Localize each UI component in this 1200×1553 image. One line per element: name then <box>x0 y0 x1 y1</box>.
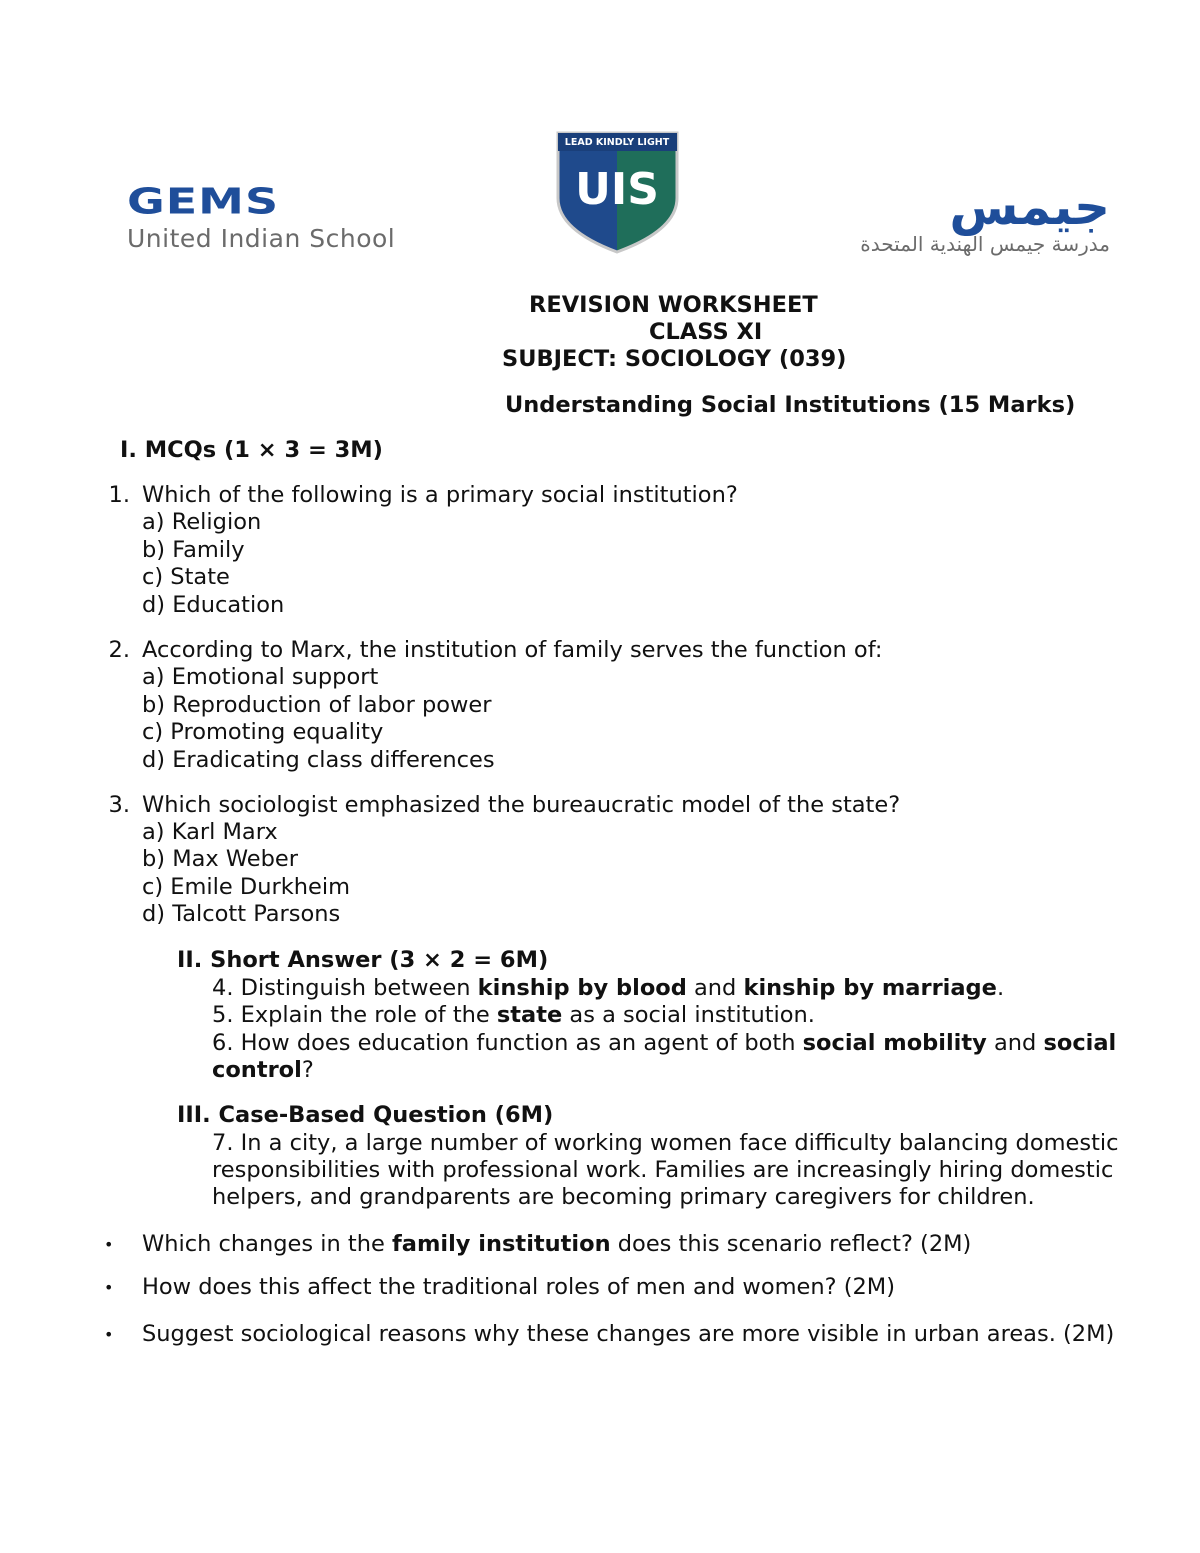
question-text: Which sociologist emphasized the bureaucratic model of the state? <box>142 792 901 818</box>
case-subquestion-1 <box>142 1231 971 1259</box>
bullet-icon: • <box>104 1325 114 1344</box>
case-heading: III. Case-Based Question (6M) <box>177 1102 554 1128</box>
gems-school-name: United Indian School <box>127 224 396 253</box>
crest-banner-text: LEAD KINDLY LIGHT <box>564 137 670 148</box>
sub1-bold: family institution <box>391 1231 611 1257</box>
option: c) State <box>142 564 230 590</box>
shield-icon <box>555 130 680 255</box>
q4-bold-2: kinship by marriage <box>743 975 997 1001</box>
case-text-line: 7. In a city, a large number of working women face difficulty balancing domestic <box>212 1130 1119 1156</box>
q6-text: and <box>986 1030 1044 1056</box>
option: d) Education <box>142 592 285 618</box>
q4-bold-1: kinship by blood <box>477 975 687 1001</box>
option: d) Talcott Parsons <box>142 901 341 927</box>
q6-bold-2: social <box>1043 1030 1117 1056</box>
question-text: Which of the following is a primary social institution? <box>142 482 738 508</box>
short-question-6-cont <box>212 1057 314 1085</box>
case-subquestion-3: Suggest sociological reasons why these changes are more visible in urban areas. (2M) <box>142 1321 1115 1347</box>
q4-text: 4. Distinguish between <box>212 975 478 1001</box>
class-label: CLASS XI <box>649 319 763 345</box>
short-question-4 <box>212 975 1004 1003</box>
short-question-5 <box>212 1002 815 1030</box>
gems-wordmark: GEMS <box>127 180 280 223</box>
option: b) Reproduction of labor power <box>142 692 492 718</box>
case-subquestion-2: How does this affect the traditional roles of men and women? (2M) <box>142 1274 896 1300</box>
case-text-line: helpers, and grandparents are becoming primary caregivers for children. <box>212 1184 1035 1210</box>
sub1-text: Which changes in the <box>142 1231 392 1257</box>
q5-text: 5. Explain the role of the <box>212 1002 497 1028</box>
q5-bold: state <box>496 1002 563 1028</box>
q6-text: 6. How does education function as an agent of both <box>212 1030 803 1056</box>
sub1-text: does this scenario reflect? (2M) <box>610 1231 972 1257</box>
option: a) Karl Marx <box>142 819 278 845</box>
q6-bold-1: social mobility <box>802 1030 987 1056</box>
question-text: According to Marx, the institution of family serves the function of: <box>142 637 883 663</box>
arabic-wordmark: جيمس <box>949 178 1110 236</box>
subject-label: SUBJECT: SOCIOLOGY (039) <box>502 346 847 372</box>
option: c) Promoting equality <box>142 719 384 745</box>
arabic-logo <box>810 178 1110 263</box>
question-number: 1. <box>108 482 130 508</box>
q4-text: and <box>686 975 744 1001</box>
short-answer-heading: II. Short Answer (3 × 2 = 6M) <box>177 947 549 973</box>
q4-text: . <box>996 975 1005 1001</box>
case-text-line: responsibilities with professional work. Families are increasingly hiring domestic <box>212 1157 1114 1183</box>
option: b) Max Weber <box>142 846 299 872</box>
option: a) Emotional support <box>142 664 379 690</box>
worksheet-title: REVISION WORKSHEET <box>529 292 818 318</box>
bullet-icon: • <box>104 1235 114 1254</box>
uis-crest <box>555 130 680 255</box>
option: d) Eradicating class differences <box>142 747 495 773</box>
short-question-6 <box>212 1030 1116 1058</box>
option: c) Emile Durkheim <box>142 874 351 900</box>
question-number: 2. <box>108 637 130 663</box>
question-number: 3. <box>108 792 130 818</box>
option: a) Religion <box>142 509 262 535</box>
bullet-icon: • <box>104 1278 114 1297</box>
gems-logo <box>127 180 427 260</box>
q6-text: ? <box>301 1057 314 1083</box>
crest-letters: UIS <box>575 164 659 215</box>
arabic-school-name: مدرسة جيمس الهندية المتحدة <box>860 232 1110 256</box>
unit-title: Understanding Social Institutions (15 Marks) <box>505 392 1076 418</box>
q5-text: as a social institution. <box>562 1002 815 1028</box>
mcq-heading: I. MCQs (1 × 3 = 3M) <box>120 437 383 463</box>
q6-bold-3: control <box>212 1057 302 1083</box>
option: b) Family <box>142 537 245 563</box>
